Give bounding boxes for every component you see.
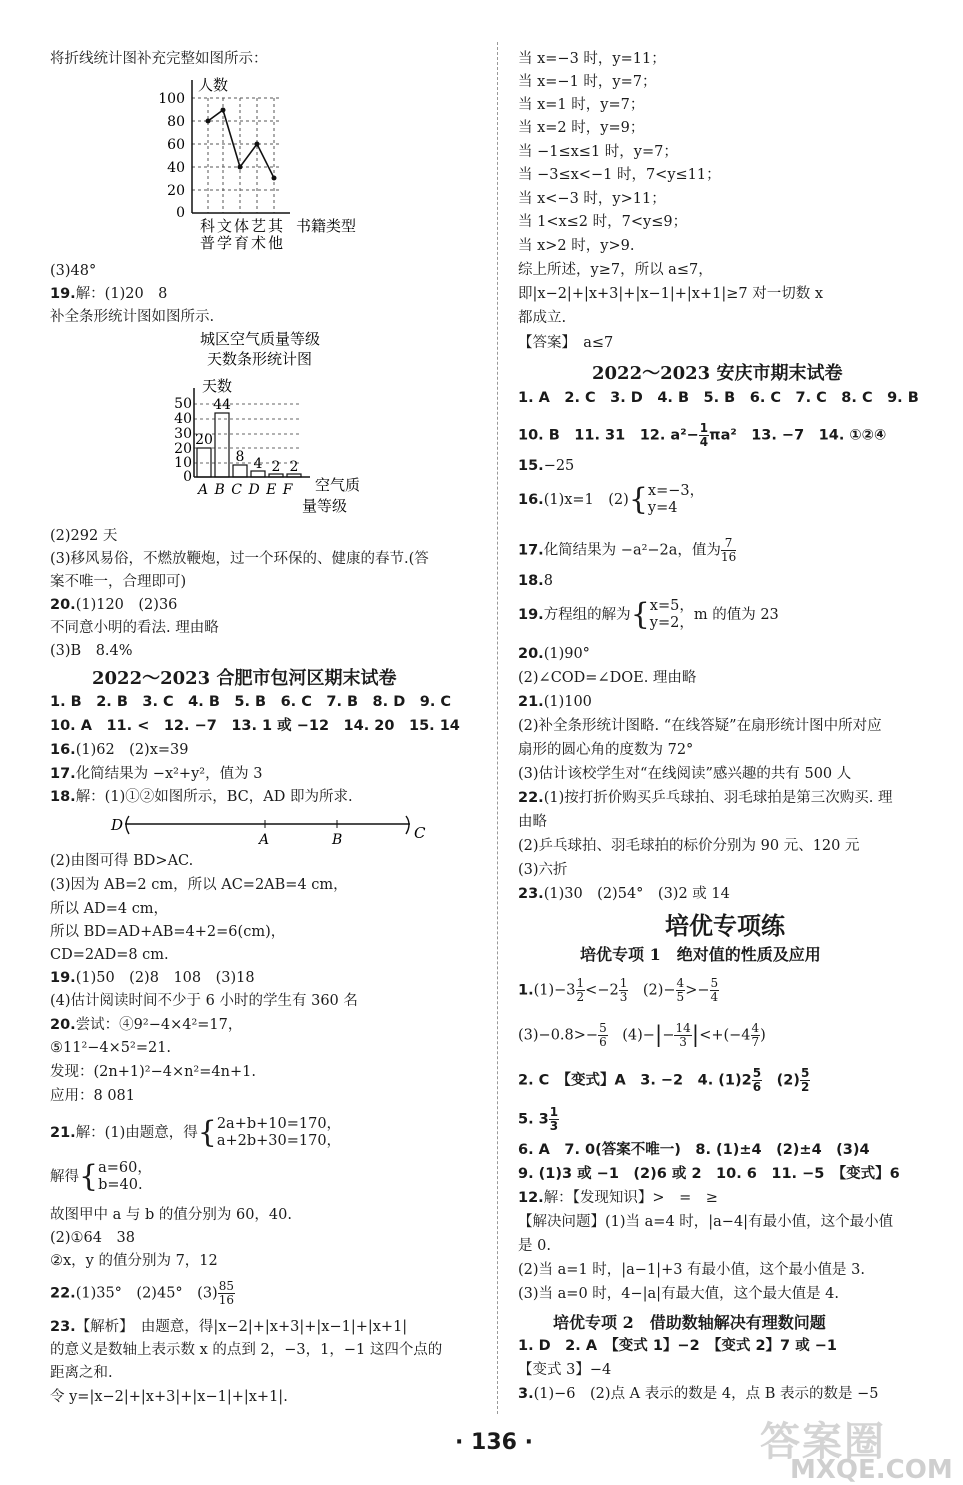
answer-line: 19.(1)50 (2)8 108 (3)18	[50, 970, 255, 986]
point-label-c: C	[414, 824, 426, 842]
answer-line: 所以 AD=4 cm，	[50, 901, 169, 917]
answer-line: 16.(1)62 (2)x=39	[50, 742, 189, 758]
answer-line: (2)补全条形统计图略. “在线答疑”在扇形统计图中所对应	[518, 718, 882, 734]
answer-line: 10. B 11. 31 12. a²− $\frac{1}{4}$ πa² 13. −7 14. ①②④	[518, 421, 887, 449]
chart-ylabel: 天数	[202, 377, 233, 395]
answer-line: 1. D 2. A 【变式 1】−2 【变式 2】7 或 −1	[518, 1338, 837, 1354]
subsection-heading: 培优专项 2 借助数轴解决有理数问题	[553, 1313, 826, 1332]
bar-label: 2	[271, 459, 281, 475]
point-label-b: B	[332, 832, 343, 846]
answer-line: (2)当 a=1 时，|a−1|+3 有最小值，这个最小值是 3.	[518, 1262, 865, 1278]
subsection-heading: 培优专项 1 绝对值的性质及应用	[580, 945, 821, 964]
section-heading: 2022～2023 安庆市期末试卷	[592, 363, 843, 384]
answer-line: 发现：(2n+1)²−4×n²=4n+1.	[50, 1064, 256, 1080]
segment-diagram	[105, 812, 435, 846]
answer-line: 1. A 2. C 3. D 4. B 5. B 6. C 7. C 8. C 9. B	[518, 390, 919, 406]
bar-label: 44	[213, 397, 231, 413]
point-label-d: D	[111, 816, 124, 834]
text-line: 补全条形统计图如图所示.	[50, 309, 215, 325]
bar	[215, 413, 229, 477]
section-heading: 2022～2023 合肥市包河区期末试卷	[92, 668, 397, 689]
text-line: 将折线统计图补充完整如图所示：	[50, 51, 268, 67]
bar-label: 2	[289, 459, 299, 475]
text-line: 【答案】 a≤7	[518, 335, 614, 351]
answer-line: 距离之和.	[50, 1365, 113, 1381]
answer-line: 23.【解析】 由题意，得|x−2|+|x+3|+|x−1|+|x+1|	[50, 1319, 408, 1335]
y-tick: 80	[167, 114, 185, 130]
text-line: 案不唯一，合理即可)	[50, 574, 187, 590]
answer-line: (2)乒乓球拍、羽毛球拍的标价分别为 90 元、120 元	[518, 838, 860, 854]
chart-title: 天数条形统计图	[207, 350, 313, 368]
chart-xlabel: 量等级	[302, 497, 348, 515]
text-line: 19.解：(1)20 8	[50, 286, 168, 302]
y-tick: 50	[174, 396, 192, 412]
watermark-logo: 答案圈	[760, 1419, 886, 1465]
y-tick: 40	[167, 160, 185, 176]
bar-label: 4	[253, 456, 263, 472]
answer-line: 18.解：(1)①②如图所示，BC，AD 即为所求.	[50, 789, 353, 805]
answer-line: ⑤11²−4×5²=21.	[50, 1040, 172, 1056]
answer-line: 【变式 3】−4	[518, 1362, 612, 1378]
bar-label: 8	[235, 449, 245, 465]
answer-line: 18.8	[518, 573, 553, 589]
y-tick: 0	[176, 205, 185, 221]
text-line: (2)292 天	[50, 528, 118, 544]
x-categories-row2: 普学育术他	[200, 234, 286, 250]
answer-line: 20.尝试：④9²−4×4²=17，	[50, 1017, 243, 1033]
text-line: 20.(1)120 (2)36	[50, 597, 178, 613]
text-line: 当 x>2 时，y>9.	[518, 238, 635, 254]
data-point	[255, 142, 260, 147]
text-line: 当 x=2 时，y=9；	[518, 120, 645, 136]
answer-line: 21.解：(1)由题意，得{2a+b+10=170， a+2b+30=170，	[50, 1115, 342, 1150]
answer-line: 22.(1)按打折价购买乒乓球拍、羽毛球拍是第三次购买. 理	[518, 790, 893, 806]
answer-line: 6. A 7. 0(答案不唯一) 8. (1)±4 (2)±4 (3)4	[518, 1142, 870, 1158]
answer-line: 10. A 11. < 12. −7 13. 1 或 −12 14. 20 15. 14	[50, 718, 460, 734]
point-label-a: A	[259, 832, 270, 846]
answer-line: 1.(1)−3 $\frac{1}{2}$ <−2 $\frac{1}{3}$ (2)− $\frac{4}{5}$ >− $\frac{5}{4}$	[518, 976, 719, 1004]
text-line: 当 1<x≤2 时，7<y≤9；	[518, 214, 688, 230]
y-tick: 0	[183, 469, 192, 485]
answer-line: 所以 BD=AD+AB=4+2=6(cm)，	[50, 924, 286, 940]
chart-xlabel: 书籍类型	[296, 217, 357, 235]
answer-line: 17.化简结果为 −x²+y²，值为 3	[50, 766, 263, 782]
text-line: 当 −3≤x<−1 时，7<y≤11；	[518, 167, 721, 183]
data-point	[221, 108, 226, 113]
x-categories: A B C D E F	[198, 482, 294, 498]
x-categories-row1: 科文体艺其	[200, 217, 286, 235]
data-point	[272, 176, 277, 181]
answer-line: 故图甲中 a 与 b 的值分别为 60，40.	[50, 1207, 292, 1223]
answer-line: 应用：8 081	[50, 1088, 136, 1104]
data-point	[238, 165, 243, 170]
text-line: 当 x<−3 时，y>11；	[518, 191, 666, 207]
answer-line: (4)估计阅读时间不少于 6 小时的学生有 360 名	[50, 993, 358, 1009]
line-chart	[150, 70, 380, 250]
y-tick: 60	[167, 137, 185, 153]
answer-line: 的意义是数轴上表示数 x 的点到 2，−3，1，−1 这四个点的	[50, 1342, 443, 1358]
answer-line: 16.(1)x=1 (2){x=−3， y=4	[518, 482, 705, 517]
answer-line: 是 0.	[518, 1238, 551, 1254]
answer-line: 3.(1)−6 (2)点 A 表示的数是 4，点 B 表示的数是 −5	[518, 1386, 879, 1402]
answer-line: 22.(1)35° (2)45° (3) $\frac{85}{16}$	[50, 1279, 234, 1307]
chart-xlabel: 空气质	[315, 476, 361, 494]
answer-line: 由略	[518, 814, 547, 830]
text-line: 当 −1≤x≤1 时，y=7；	[518, 144, 678, 160]
chart-title: 城区空气质量等级	[200, 330, 321, 348]
answer-line: (2)①64 38	[50, 1230, 135, 1246]
answer-line: 12.解：【发现知识】> = ≥	[518, 1190, 718, 1206]
answer-line: 令 y=|x−2|+|x+3|+|x−1|+|x+1|.	[50, 1389, 288, 1405]
y-tick: 20	[174, 441, 192, 457]
answer-line: (2)∠COD=∠DOE. 理由略	[518, 670, 697, 686]
text-line: 当 x=−1 时，y=7；	[518, 74, 657, 90]
answer-line: (3)−0.8>− $\frac{5}{6}$ (4)−|− $\frac{14}{3}$ |<+(−4 $\frac{4}{7}$ )	[518, 1021, 766, 1049]
answer-line: (3)当 a=0 时，4−|a|有最大值，这个最大值是 4.	[518, 1286, 840, 1302]
text-line: 综上所述，y≥7，所以 a≤7，	[518, 262, 713, 278]
text-line: 当 x=1 时，y=7；	[518, 97, 645, 113]
answer-line: 解得{a=60， b=40.	[50, 1159, 152, 1194]
answer-line: 1. B 2. B 3. C 4. B 5. B 6. C 7. B 8. D 9. C	[50, 694, 452, 710]
answer-line: (2)由图可得 BD>AC.	[50, 853, 194, 869]
y-tick: 20	[167, 183, 185, 199]
y-tick: 30	[174, 426, 192, 442]
text-line: 即|x−2|+|x+3|+|x−1|+|x+1|≥7 对一切数 x	[518, 286, 824, 302]
answer-line: CD=2AD=8 cm.	[50, 947, 169, 963]
page-number: · 136 ·	[455, 1430, 533, 1455]
data-point	[206, 119, 211, 124]
bar	[233, 465, 247, 477]
answer-line: (3)估计该校学生对“在线阅读”感兴趣的共有 500 人	[518, 766, 852, 782]
answer-line: 5. 3 $\frac{1}{3}$	[518, 1105, 559, 1133]
answer-line: 20.(1)90°	[518, 646, 590, 662]
section-banner: 培优专项练	[665, 912, 785, 940]
y-ticks	[158, 91, 185, 221]
watermark-url: MXQE.COM	[790, 1455, 953, 1485]
answer-line: 2. C 【变式】A 3. −2 4. (1)2 $\frac{5}{6}$ (2) $\frac{5}{2}$	[518, 1066, 810, 1094]
answer-line: 9. (1)3 或 −1 (2)6 或 2 10. 6 11. −5 【变式】6	[518, 1166, 900, 1182]
answer-line: 19.方程组的解为{x=5， y=2，m 的值为 23	[518, 597, 779, 632]
y-ticks	[174, 396, 192, 485]
text-line: 都成立.	[518, 310, 567, 326]
bar-label: 20	[195, 432, 213, 448]
answer-line: 15.−25	[518, 458, 575, 474]
y-tick: 40	[174, 411, 192, 427]
text-line: (3)移风易俗，不燃放鞭炮，过一个环保的、健康的春节.(答	[50, 551, 429, 567]
y-tick: 10	[174, 455, 192, 471]
answer-line: 21.(1)100	[518, 694, 592, 710]
answer-line: (3)因为 AB=2 cm，所以 AC=2AB=4 cm，	[50, 877, 348, 893]
answer-line: 23.(1)30 (2)54° (3)2 或 14	[518, 886, 730, 902]
text-line: 不同意小明的看法. 理由略	[50, 620, 219, 636]
answer-line: 扇形的圆心角的度数为 72°	[518, 742, 694, 758]
y-tick: 100	[158, 91, 185, 107]
chart-ylabel: 人数	[198, 76, 229, 94]
answer-line: 【解决问题】(1)当 a=4 时，|a−4|有最小值，这个最小值	[518, 1214, 894, 1230]
answer-line: 17.化简结果为 −a²−2a，值为 $\frac{7}{16}$	[518, 536, 737, 564]
answer-line: (3)六折	[518, 862, 568, 878]
bar-chart	[170, 328, 370, 518]
text-line: (3)48°	[50, 263, 97, 279]
column-divider	[497, 42, 499, 1414]
answer-line: ②x，y 的值分别为 7，12	[50, 1253, 218, 1269]
text-line: (3)B 8.4%	[50, 643, 133, 659]
text-line: 当 x=−3 时，y=11；	[518, 51, 666, 67]
